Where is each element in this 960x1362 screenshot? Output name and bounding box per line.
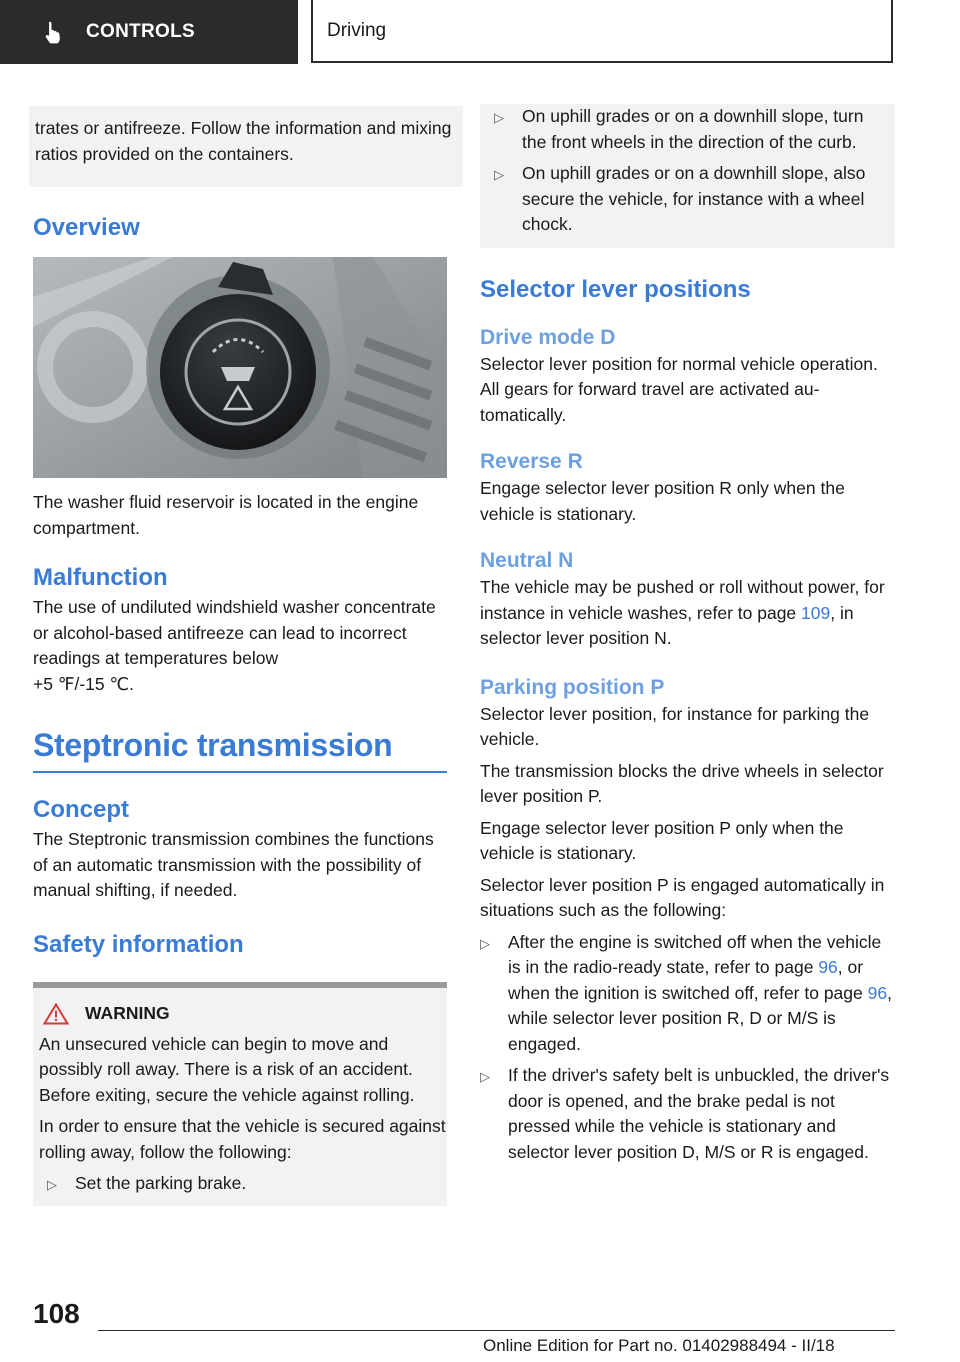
section-tab-controls[interactable]: [0, 0, 298, 64]
bullet-a-part-1: After the engine is switched off when the vehicle is in the radio-ready state, refer to page: [508, 931, 882, 977]
bullet-triangle-icon: ▷: [480, 935, 490, 951]
malfunction-text: The use of undiluted windshield washer concentrate or alcohol-based antifreeze can lead to incorrect readings at temperatures below: [33, 597, 436, 668]
bullet-triangle-icon: ▷: [480, 1069, 490, 1084]
warning-text-2: In order to ensure that the vehicle is secured against rolling away, follow the following:: [39, 1116, 446, 1162]
reverse-heading: Reverse R: [480, 450, 583, 473]
reservoir-text: The washer fluid reservoir is located in the engine compartment.: [33, 492, 419, 538]
box-bullet-2: [494, 161, 887, 238]
parking-text-4: Selector lever position P is engaged automatically in situations such as the following:: [480, 874, 885, 920]
parking-bullet-b: [480, 1063, 895, 1165]
malfunction-temperature: +5 ℉/-15 ℃.: [33, 673, 135, 694]
selector-heading: Selector lever positions: [480, 275, 751, 303]
drive-text: Selector lever position for normal vehicle operation. All gears for forward travel are activated automatically.: [480, 353, 878, 425]
page-link-109[interactable]: 109: [801, 602, 831, 623]
box-bullet-2-text: On uphill grades or on a downhill slope, also secure the vehicle, for instance with a wheel chock.: [522, 163, 866, 234]
section-tab-label: CONTROLS: [86, 21, 196, 42]
warning-triangle-icon: [43, 1003, 69, 1025]
neutral-text-pre: The vehicle may be pushed or roll without power, for instance in vehicle washes, refer to page: [480, 577, 885, 623]
neutral-text: [480, 575, 895, 652]
bullet-triangle-icon: ▷: [494, 110, 504, 125]
steptronic-heading: Steptronic transmission: [33, 727, 393, 763]
page-link-96-b[interactable]: 96: [867, 982, 888, 1003]
neutral-heading: Neutral N: [480, 549, 574, 572]
warning-bullet-text: Set the parking brake.: [75, 1173, 247, 1193]
concept-heading: Concept: [33, 796, 129, 823]
drive-heading: Drive mode D: [480, 325, 616, 349]
footer-rule: [98, 1330, 895, 1331]
chapter-tab-label: Driving: [327, 19, 387, 41]
parking-text-2: The transmission blocks the drive wheels in selector lever position P.: [480, 760, 884, 806]
bullet-a-part-3: , while selector lever position R, D or M/S is engaged.: [508, 982, 892, 1054]
chapter-tab-driving[interactable]: [311, 0, 893, 63]
page-number: 108: [33, 1298, 80, 1329]
washer-reservoir-photo: [33, 257, 447, 478]
neutral-text-post: , in selector lever position N.: [480, 602, 854, 648]
hand-pointer-icon: [40, 19, 66, 45]
parking-bullet-b-text: If the driver's safety belt is unbuckled, the driver's door is opened, and the brake pedal is not pressed while the vehicle is stationary and selector lever position D, M/S or R is engaged.: [508, 1065, 890, 1162]
washer-reservoir-illustration: [33, 257, 447, 478]
bullet-a-part-2: , or when the ignition is switched off, refer to page: [508, 957, 868, 1003]
heading-rule: [33, 771, 447, 773]
page-link-96-a[interactable]: 96: [818, 957, 838, 977]
warning-title: [43, 1002, 447, 1026]
box-bullet-1: [494, 104, 887, 155]
left-column: [33, 96, 452, 1206]
reverse-text: Engage selector lever position R only when the vehicle is stationary.: [480, 478, 845, 524]
malfunction-heading: Malfunction: [33, 564, 168, 591]
warning-continued-box: [480, 104, 895, 248]
parking-text-3: Engage selector lever position P only when the vehicle is stationary.: [480, 817, 844, 863]
edition-text: Online Edition for Part no. 01402988494 - II/18: [483, 1336, 835, 1355]
warning-box: [33, 982, 447, 1206]
bullet-triangle-icon: ▷: [47, 1177, 57, 1192]
overview-heading: Overview: [33, 214, 140, 241]
right-column: [480, 96, 895, 1165]
box-bullet-1-text: On uphill grades or on a downhill slope, turn the front wheels in the direction of the curb.: [522, 106, 864, 152]
parking-bullet-a-text: [508, 930, 895, 1058]
warning-bullet: [47, 1171, 447, 1198]
concept-text: The Steptronic transmission combines the functions of an automatic transmission with the possibility of manual shifting, if needed.: [33, 829, 434, 900]
parking-heading: Parking position P: [480, 675, 665, 699]
parking-bullet-a: [480, 930, 895, 1058]
note-box-text: trates or antifreeze. Follow the information and mixing ratios provided on the containers.: [35, 118, 452, 164]
warning-text-1: An unsecured vehicle can begin to move and possibly roll away. There is a risk of an accident. Before exiting, secure the vehicle against rolling.: [39, 1033, 415, 1105]
warning-label: WARNING: [85, 1003, 170, 1023]
note-box: [29, 106, 463, 187]
safety-heading: Safety information: [33, 930, 244, 958]
bullet-triangle-icon: ▷: [494, 167, 504, 182]
parking-text-1: Selector lever position, for instance for parking the vehicle.: [480, 703, 870, 749]
